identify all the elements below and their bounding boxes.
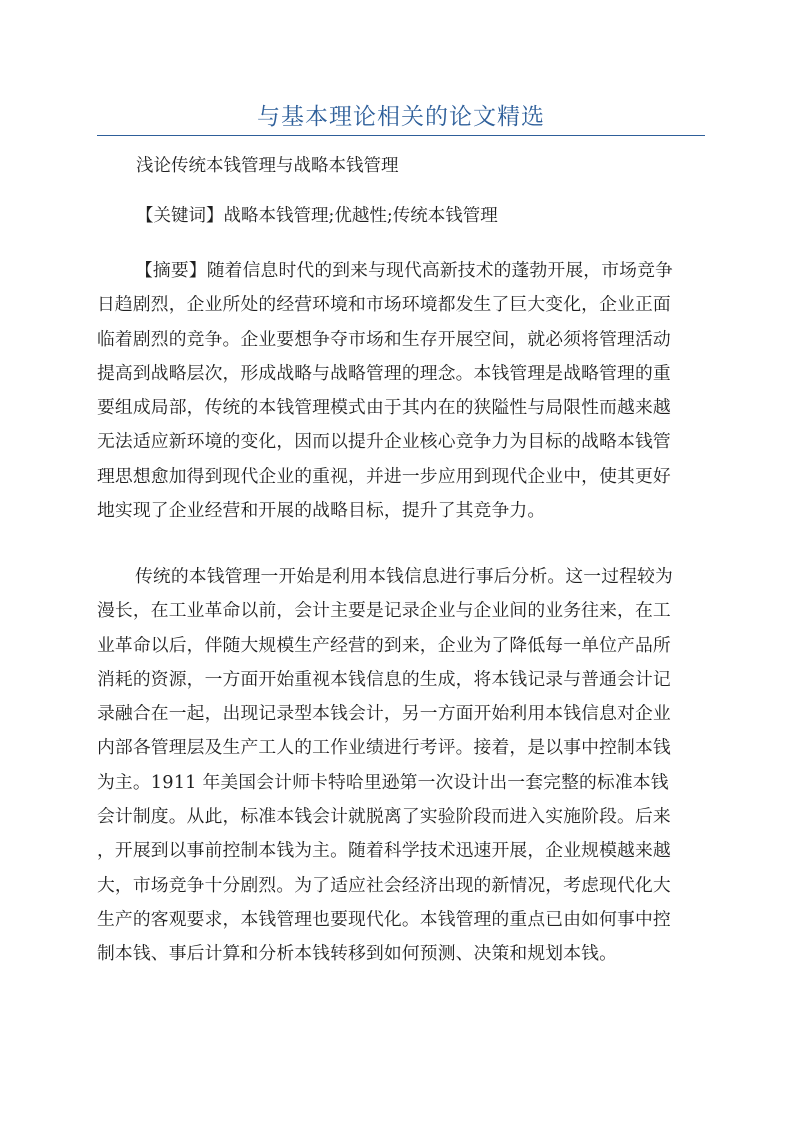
abstract-paragraph <box>97 254 707 528</box>
abstract-line: 地实现了企业经营和开展的战略目标，提升了其竞争力。 <box>97 500 546 522</box>
body-line: 内部各管理层及生产工人的工作业绩进行考评。接着，是以事中控制本钱 <box>97 737 671 759</box>
keywords-line: 【关键词】战略本钱管理;优越性;传统本钱管理 <box>136 206 498 226</box>
body-line: 录融合在一起，出现记录型本钱会计，另一方面开始利用本钱信息对企业 <box>97 703 671 725</box>
body-line: 生产的客观要求，本钱管理也要现代化。本钱管理的重点已由如何事中控 <box>97 908 671 930</box>
body-line: 会计制度。从此，标准本钱会计就脱离了实验阶段而进入实施阶段。后来 <box>97 806 671 828</box>
body-line: 传统的本钱管理一开始是利用本钱信息进行事后分析。这一过程较为 <box>135 566 673 587</box>
body-line: 大，市场竞争十分剧烈。为了适应社会经济出现的新情况，考虑现代化大 <box>97 874 671 896</box>
article-title: 浅论传统本钱管理与战略本钱管理 <box>136 156 399 176</box>
body-line: ，开展到以事前控制本钱为主。随着科学技术迅速开展，企业规模越来越 <box>97 840 671 862</box>
abstract-line: 理思想愈加得到现代企业的重视，并进一步应用到现代企业中，使其更好 <box>97 465 671 487</box>
header-title: 与基本理论相关的论文精选 <box>257 104 545 130</box>
abstract-line: 【摘要】随着信息时代的到来与现代高新技术的蓬勃开展，市场竞争 <box>135 260 673 281</box>
abstract-line: 日趋剧烈，企业所处的经营环境和市场环境都发生了巨大变化，企业正面 <box>97 294 671 316</box>
abstract-line: 无法适应新环境的变化，因而以提升企业核心竞争力为目标的战略本钱管 <box>97 431 671 453</box>
body-line: 业革命以后，伴随大规模生产经营的到来，企业为了降低每一单位产品所 <box>97 634 671 656</box>
abstract-line: 要组成局部，传统的本钱管理模式由于其内在的狭隘性与局限性而越来越 <box>97 397 671 419</box>
body-line: 漫长，在工业革命以前，会计主要是记录企业与企业间的业务往来，在工 <box>97 600 671 622</box>
abstract-line: 临着剧烈的竞争。企业要想争夺市场和生存开展空间，就必须将管理活动 <box>97 328 671 350</box>
abstract-line: 提高到战略层次，形成战略与战略管理的理念。本钱管理是战略管理的重 <box>97 362 671 384</box>
document-header <box>97 95 705 136</box>
body-line: 制本钱、事后计算和分析本钱转移到如何预测、决策和规划本钱。 <box>97 943 618 965</box>
body-line: 为主。1911 年美国会计师卡特哈里逊第一次设计出一套完整的标准本钱 <box>97 771 669 793</box>
body-line: 消耗的资源，一方面开始重视本钱信息的生成，将本钱记录与普通会计记 <box>97 668 671 690</box>
body-paragraph <box>97 560 707 972</box>
